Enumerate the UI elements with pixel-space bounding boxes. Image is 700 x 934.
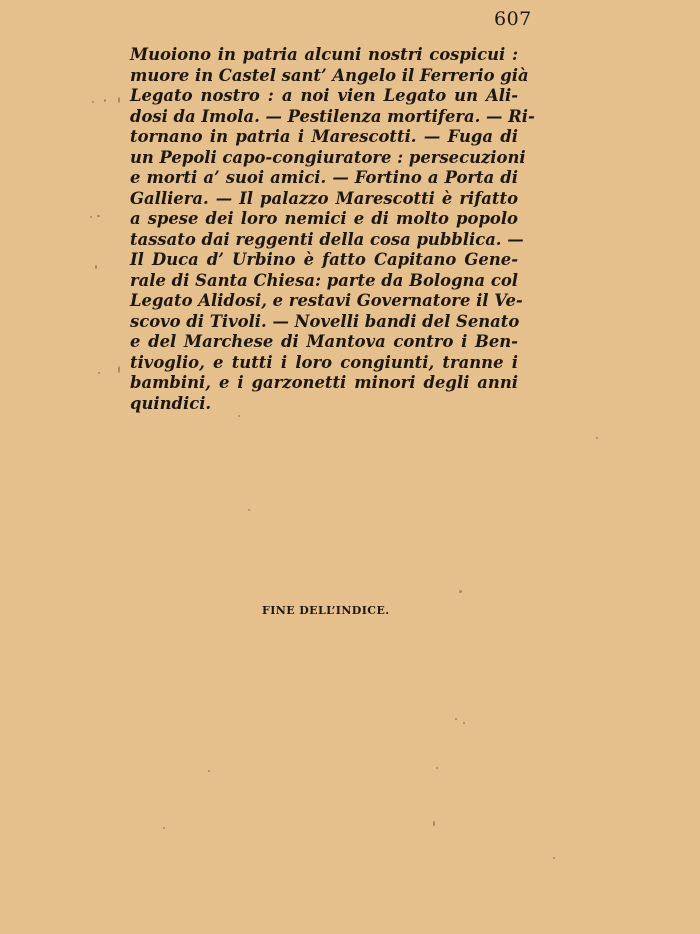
print-speck [163,827,165,829]
summary-line: tornano in patria i Marescotti. — Fuga di [130,127,518,146]
summary-line: e del Marchese di Mantova contro i Ben- [130,332,518,351]
summary-line: Il Duca d’ Urbino è fatto Capitano Gene- [130,250,518,269]
print-speck [436,767,438,769]
print-speck [118,366,120,373]
summary-line: rale di Santa Chiesa: parte da Bologna col [130,270,518,290]
summary-line: un Pepoli capo-congiuratore : persecuzioni [130,147,526,167]
summary-line: scovo di Tivoli. — Novelli bandi del Senato [130,311,520,331]
print-speck [433,821,435,826]
print-speck [459,590,462,593]
print-speck [596,437,598,439]
summary-line: Legato nostro : a noi vien Legato un Ali- [130,86,518,105]
summary-line: e morti a’ suoi amici. — Fortino a Porta di [130,168,518,187]
summary-line: Galliera. — Il palazzo Marescotti è rifatto [130,188,518,208]
print-speck [97,215,100,217]
chapter-summary [130,45,535,414]
print-speck [248,509,250,511]
summary-line: quindici. [130,393,212,413]
summary-line: tassato dai reggenti della cosa pubblica. — [130,229,524,249]
summary-line: tivoglio, e tutti i loro congiunti, tranne i [130,352,518,372]
print-speck [463,722,465,724]
print-speck [95,265,97,269]
print-speck [455,718,457,720]
summary-line: muore in Castel sant’ Angelo il Ferrerio già [130,65,529,85]
summary-line: dosi da Imola. — Pestilenza mortifera. — Ri- [130,106,535,126]
print-speck [208,770,210,772]
print-speck [118,97,120,103]
print-speck [238,415,240,417]
print-speck [92,101,94,103]
end-of-index-title: FINE DELL’INDICE. [262,604,390,617]
summary-line: a spese dei loro nemici e di molto popolo [130,209,518,228]
print-speck [104,99,106,102]
summary-line: bambini, e i garzonetti minori degli anni [130,373,518,392]
summary-line: Legato Alidosi, e restavi Governatore il Ve- [130,291,523,310]
summary-line: Muoiono in patria alcuni nostri cospicui : [130,45,518,64]
print-speck [90,216,92,218]
print-speck [553,857,555,859]
page-number: 607 [494,8,532,30]
print-speck [98,372,100,374]
